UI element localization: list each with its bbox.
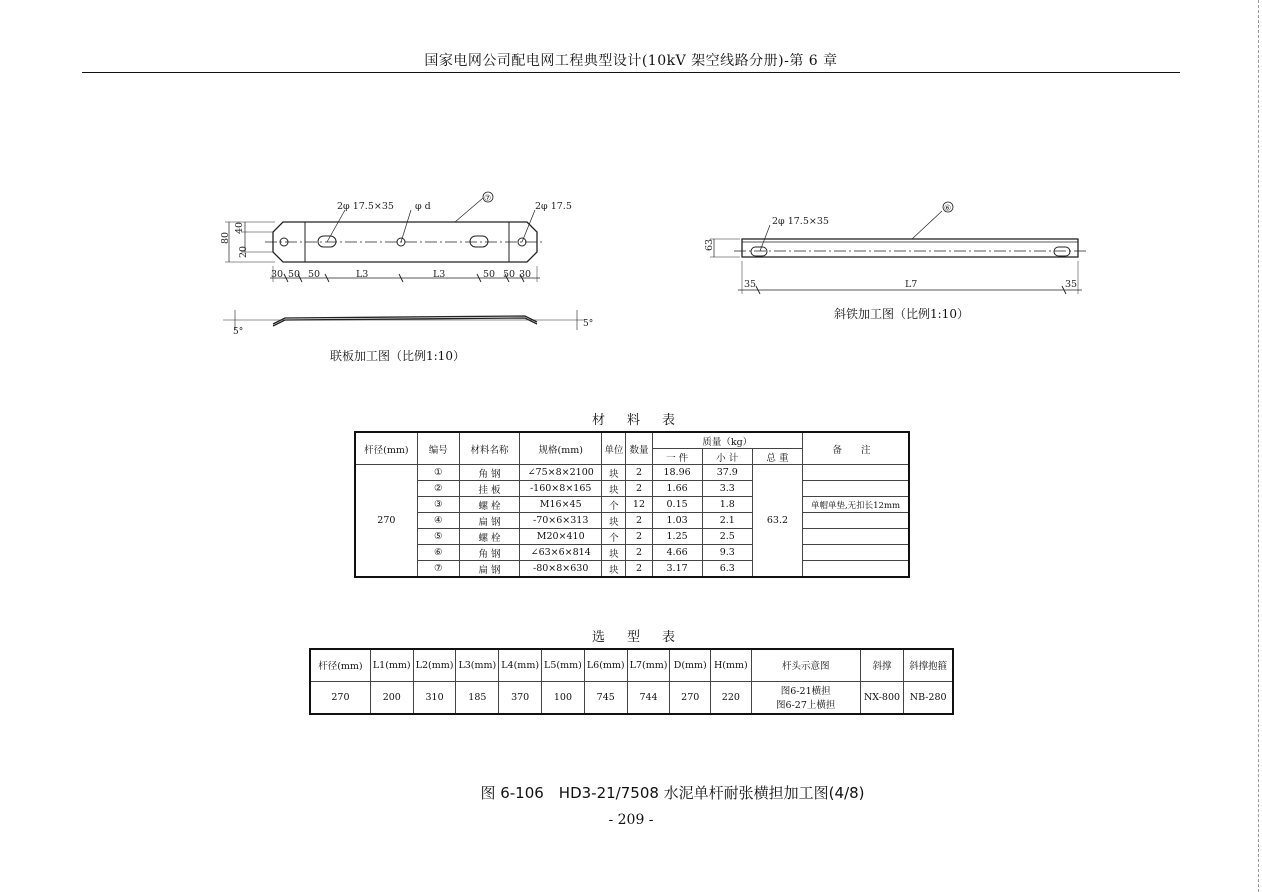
xietie-dim-left: 35 [744,279,757,290]
cell-subtotal: 9.3 [702,545,752,561]
cell-spec: -80×8×630 [520,561,602,578]
cell-name: 角 钢 [459,465,519,481]
cell-remark: 单帽单垫,无扣长12mm [803,497,909,513]
selection-header-row [310,649,953,681]
lianban-dim-bottom: 30 [271,269,284,280]
sel-header: L7(mm) [627,649,670,681]
xietie-caption: 斜铁加工图（比例1:10） [834,307,969,321]
header-remark: 备 注 [803,432,909,465]
lianban-dim-bottom: 50 [503,269,516,280]
cell-each: 1.03 [652,513,702,529]
cell-spec: ∠63×6×814 [520,545,602,561]
cell-unit: 块 [602,481,626,497]
cell-qty: 2 [626,561,652,578]
cell-unit: 块 [602,465,626,481]
cell-qty: 2 [626,465,652,481]
lianban-caption: 联板加工图（比例1:10） [330,349,465,363]
cell-name: 螺 栓 [459,497,519,513]
table-row [355,465,909,481]
lianban-part-no: ⑦ [484,193,492,203]
sel-diagram-line2: 图6-27上横担 [776,700,836,712]
cell-subtotal: 6.3 [702,561,752,578]
page-header: 国家电网公司配电网工程典型设计(10kV 架空线路分册)-第 6 章 [424,53,838,69]
cell-each: 1.66 [652,481,702,497]
sel-cell: 185 [456,681,499,714]
header-total: 总 重 [752,449,802,465]
xietie-part-no: ⑥ [944,203,952,213]
selection-table [309,648,954,715]
cell-spec: M16×45 [520,497,602,513]
cell-name: 扁 钢 [459,513,519,529]
cell-remark [803,529,909,545]
sel-header: 斜撑 [860,649,904,681]
header-diameter: 杆径(mm) [355,432,417,465]
header-subtotal: 小 计 [702,449,752,465]
lianban-hole-mid-label: φ d [415,201,431,212]
cell-subtotal: 1.8 [702,497,752,513]
sel-diagram-line1: 图6-21横担 [780,686,831,698]
table-row [355,481,909,497]
cell-subtotal: 2.5 [702,529,752,545]
sel-brace: NX-800 [860,681,904,714]
sel-cell: 744 [627,681,670,714]
table-row [355,561,909,578]
cell-subtotal: 37.9 [702,465,752,481]
header-qty: 数量 [626,432,652,465]
figure-title: 图 6-106 HD3-21/7508 水泥单杆耐张横担加工图(4/8) [480,784,865,802]
cell-no: ⑥ [417,545,459,561]
lianban-dim-80: 80 [220,231,231,244]
cell-unit: 块 [602,513,626,529]
header-rule [82,72,1180,73]
cell-subtotal: 2.1 [702,513,752,529]
xietie-hole-label: 2φ 17.5×35 [772,216,829,227]
cell-name: 扁 钢 [459,561,519,578]
cell-unit: 块 [602,545,626,561]
sel-cell: 100 [542,681,585,714]
selection-table-title: 选型表 [592,630,698,645]
materials-table-title: 材料表 [592,413,698,428]
cell-diameter: 270 [355,465,417,578]
cell-no: ① [417,465,459,481]
lianban-dim-bottom: 50 [288,269,301,280]
cell-remark [803,545,909,561]
lianban-dim-bottom: 50 [308,269,321,280]
cell-each: 3.17 [652,561,702,578]
table-row [310,681,953,714]
sel-header: 斜撑抱箍 [904,649,953,681]
lianban-hole-left-label: 2φ 17.5×35 [337,201,394,212]
cell-no: ④ [417,513,459,529]
cell-qty: 12 [626,497,652,513]
cell-name: 角 钢 [459,545,519,561]
header-no: 编号 [417,432,459,465]
header-name: 材料名称 [459,432,519,465]
header-each: 一 件 [652,449,702,465]
header-unit: 单位 [602,432,626,465]
cell-unit: 块 [602,561,626,578]
cell-qty: 2 [626,513,652,529]
cell-spec: M20×410 [520,529,602,545]
xietie-drawing [690,195,1100,300]
page-border [1258,0,1260,892]
cell-no: ② [417,481,459,497]
sel-cell: 200 [370,681,413,714]
sel-header: 杆径(mm) [310,649,370,681]
cell-spec: -70×6×313 [520,513,602,529]
lianban-angle-left: 5° [233,327,244,337]
cell-qty: 2 [626,529,652,545]
lianban-dim-20: 20 [238,245,249,258]
cell-qty: 2 [626,545,652,561]
cell-total: 63.2 [752,465,802,578]
sel-cell: 745 [584,681,627,714]
sel-cell: 370 [499,681,542,714]
sel-header: L1(mm) [370,649,413,681]
cell-unit: 个 [602,529,626,545]
xietie-dim-mid: L7 [905,279,918,290]
cell-remark [803,561,909,578]
sel-header: L5(mm) [542,649,585,681]
cell-each: 1.25 [652,529,702,545]
cell-spec: -160×8×165 [520,481,602,497]
cell-spec: ∠75×8×2100 [520,465,602,481]
sel-header: L6(mm) [584,649,627,681]
xietie-dim-63: 63 [704,238,715,251]
cell-no: ③ [417,497,459,513]
sel-cell: 310 [413,681,456,714]
cell-no: ⑦ [417,561,459,578]
cell-no: ⑤ [417,529,459,545]
xietie-dim-right: 35 [1065,279,1078,290]
lianban-dim-bottom: L3 [433,269,446,280]
cell-each: 4.66 [652,545,702,561]
sel-cell: 270 [670,681,711,714]
materials-table [354,431,910,578]
table-row [355,529,909,545]
lianban-dim-bottom: L3 [356,269,369,280]
header-mass: 质量（kg） [652,432,803,449]
table-row [355,513,909,529]
lianban-dim-bottom: 50 [483,269,496,280]
sel-cell: 270 [310,681,370,714]
cell-qty: 2 [626,481,652,497]
sel-brace-hoop: NB-280 [904,681,953,714]
cell-each: 18.96 [652,465,702,481]
table-row [355,497,909,513]
cell-name: 挂 板 [459,481,519,497]
page-number: - 209 - [608,812,654,828]
cell-name: 螺 栓 [459,529,519,545]
lianban-dim-bottom: 30 [519,269,532,280]
sel-diagram-cell [751,681,860,714]
lianban-angle-right: 5° [583,319,594,329]
sel-header: L4(mm) [499,649,542,681]
sel-header: D(mm) [670,649,711,681]
lianban-dim-40: 40 [234,221,245,234]
sel-header: L2(mm) [413,649,456,681]
table-row [355,545,909,561]
cell-each: 0.15 [652,497,702,513]
cell-subtotal: 3.3 [702,481,752,497]
cell-remark [803,481,909,497]
lianban-hole-right-label: 2φ 17.5 [535,201,572,212]
lianban-drawing [215,188,600,348]
sel-cell: 220 [711,681,752,714]
header-spec: 规格(mm) [520,432,602,465]
sel-header: H(mm) [711,649,752,681]
sel-header: 杆头示意图 [751,649,860,681]
cell-remark [803,513,909,529]
cell-unit: 个 [602,497,626,513]
sel-header: L3(mm) [456,649,499,681]
cell-remark [803,465,909,481]
